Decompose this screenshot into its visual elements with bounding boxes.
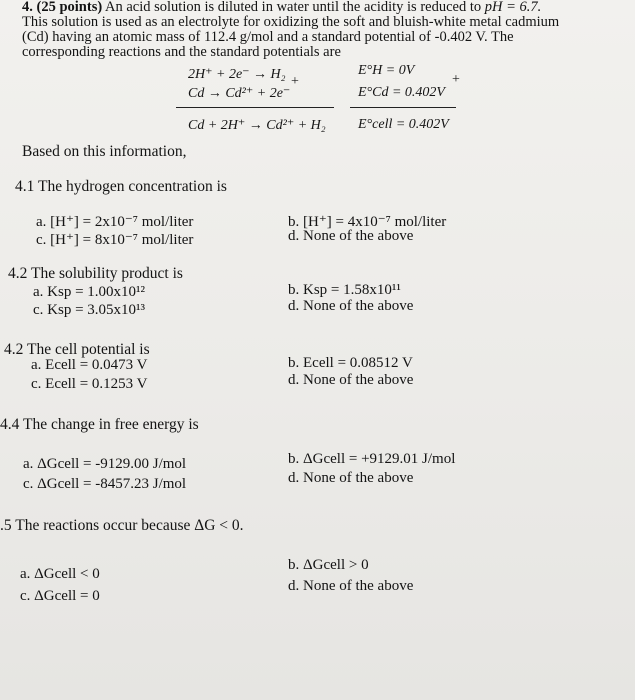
reaction-cadmium: Cd → Cd²⁺ + 2e⁻ [188, 86, 291, 101]
question-4-4-title: 4.4 The change in free energy is [0, 416, 199, 433]
reaction-sum-line-left [176, 107, 334, 108]
reaction-plus-left: + [291, 74, 299, 89]
problem-points: (25 points) [36, 0, 103, 15]
question-4-2-option-b[interactable]: b. Ksp = 1.58x10¹¹ [288, 282, 401, 298]
question-4-3-title: 4.2 The cell potential is [4, 341, 150, 358]
question-4-2-option-c[interactable]: c. Ksp = 3.05x10¹³ [33, 302, 146, 318]
question-4-4-option-c[interactable]: c. ΔGcell = -8457.23 J/mol [23, 476, 187, 492]
question-4-2-option-d[interactable]: d. None of the above [288, 298, 414, 314]
question-4-5-option-a[interactable]: a. ΔGcell < 0 [20, 566, 100, 582]
question-4-5-option-c[interactable]: c. ΔGcell = 0 [20, 588, 100, 604]
ph-value: pH = 6.7. [484, 0, 542, 15]
question-4-3-option-a[interactable]: a. Ecell = 0.0473 V [31, 357, 148, 373]
reaction-total: Cd + 2H⁺ → Cd²⁺ + H₂ [188, 118, 326, 133]
potential-cell: E°cell = 0.402V [358, 117, 449, 132]
question-4-1-option-b[interactable]: b. [H⁺] = 4x10⁻⁷ mol/liter [288, 214, 447, 230]
potential-hydrogen: E°H = 0V [358, 63, 415, 78]
reaction-plus-right: + [452, 72, 460, 87]
reaction-sum-line-right [350, 107, 456, 108]
question-4-1-option-c[interactable]: c. [H⁺] = 8x10⁻⁷ mol/liter [36, 232, 194, 248]
based-on-text: Based on this information, [22, 143, 187, 160]
problem-line-4: corresponding reactions and the standard potentials are [22, 44, 341, 60]
question-4-4-option-a[interactable]: a. ΔGcell = -9129.00 J/mol [23, 456, 187, 472]
question-4-3-option-d[interactable]: d. None of the above [288, 372, 414, 388]
question-4-2-option-a[interactable]: a. Ksp = 1.00x10¹² [33, 284, 146, 300]
question-4-1-title: 4.1 The hydrogen concentration is [15, 178, 227, 195]
question-4-1-option-d[interactable]: d. None of the above [288, 228, 414, 244]
question-4-4-option-b[interactable]: b. ΔGcell = +9129.01 J/mol [288, 451, 456, 467]
question-4-5-title: .5 The reactions occur because ΔG < 0. [0, 517, 244, 534]
question-4-2-title: 4.2 The solubility product is [8, 265, 183, 282]
question-4-5-option-b[interactable]: b. ΔGcell > 0 [288, 557, 369, 573]
question-4-5-option-d[interactable]: d. None of the above [288, 578, 414, 594]
problem-line-1-text: An acid solution is diluted in water until the acidity is reduced to [105, 0, 482, 15]
reaction-hydrogen: 2H⁺ + 2e⁻ → H₂ [188, 67, 286, 82]
potential-cadmium: E°Cd = 0.402V [358, 85, 445, 100]
question-4-3-option-c[interactable]: c. Ecell = 0.1253 V [31, 376, 148, 392]
question-4-1-option-a[interactable]: a. [H⁺] = 2x10⁻⁷ mol/liter [36, 214, 194, 230]
question-4-4-option-d[interactable]: d. None of the above [288, 470, 414, 486]
problem-line-2: This solution is used as an electrolyte for oxidizing the soft and bluish-white metal cadmium [22, 14, 560, 30]
problem-line-3: (Cd) having an atomic mass of 112.4 g/mol and a standard potential of -0.402 V. The [22, 29, 514, 45]
problem-number: 4. [22, 0, 33, 15]
question-4-3-option-b[interactable]: b. Ecell = 0.08512 V [288, 355, 413, 371]
